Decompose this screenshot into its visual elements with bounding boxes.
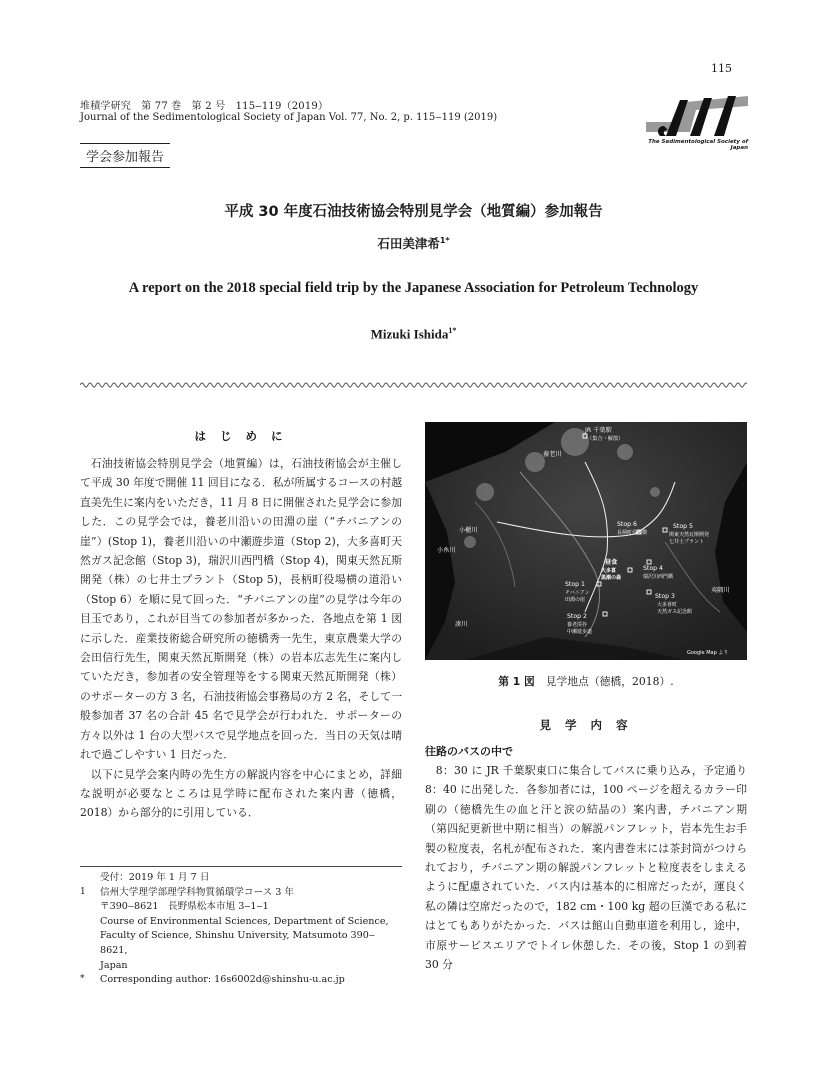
affiliation-en-2: Faculty of Science, Shinshu University, Matsumoto 390‒8621, [100,930,375,956]
logo-caption: The Sedimentological Society of Japan [648,139,748,151]
label-map-credit: Google Map より [687,650,729,656]
journal-citation-jp: 堆積学研究 第 77 巻 第 2 号 115‒119（2019） [80,101,329,112]
label-stop1: Stop 1 [565,581,585,588]
footnote-rule [80,866,402,867]
page-number: 115 [711,62,732,75]
label-yoro-river: 養老川 [543,451,562,458]
figure-caption [425,674,747,689]
received-date: 受付：2019 年 1 月 7 日 [100,872,210,883]
label-stop6-desc: 長柄町役場横 [617,530,648,536]
footnotes [80,871,402,988]
label-isumi-river: 夷隅川 [711,587,730,594]
title-en: A report on the 2018 special field trip by the Japanese Association for Petroleum Technology [128,280,699,296]
corresponding-footnote [80,973,402,988]
corresponding-author: Corresponding author: 16s6002d@shinshu-u.ac.jp [100,974,345,986]
intro-paragraph-1: 石油技術協会特別見学会（地質編）は，石油技術協会が主催して平成 30 年度で開催 11 回目になる．私が所属するコースの村越直美先生に案内をいただき，11 月 8 日に開催された見学会に参加した．この見学会では，養老川沿いの田淵の崖（“チバニアンの崖”）(Stop 1)，養老川沿いの中瀬遊歩道（Stop 2)，大多喜町天然ガス記念館（Stop 3)，瑞沢川西門橋（Stop 4)，関東天然瓦斯開発（株）の七井土プラント（Stop 5)，長柄町役場横の道沿い（Stop 6）を順に見て回った．“チバニアンの崖”の見学は今年の目玉であり，これが目当ての参加者が多かった．各地点を第 1 図に示した．産業技術総合研究所の徳橋秀一先生，東京農業大学の会田信行先生，関東天然瓦斯開発（株）の岩本広志先生に案内していただき，参加者の安全管理等をする関東天然瓦斯開発（株）のサポーターの方 3 名，石油技術協会事務局の方 2 名，そして一般参加者 37 名の合計 45 名で見学会が行われた．サポーターの方々以外は 1 台の大型バスで見学地点を回った．当日の天気は晴れで過ごしやすい 1 日だった． [80,457,402,762]
label-minato-river: 湊川 [455,621,468,628]
label-stop5: Stop 5 [673,523,693,530]
label-stop4: Stop 4 [643,565,663,572]
affiliation-jp: 信州大学理学部理学科物質循環学コース 3 年 [100,886,295,898]
title-jp: 平成 30 年度石油技術協会特別見学会（地質編）参加報告 [224,204,603,220]
section-label: 学会参加報告 [80,143,170,168]
label-stop3: Stop 3 [655,593,675,600]
author-en [0,326,827,342]
label-stop3-desc1: 大多喜町 [657,602,678,608]
label-stop5-desc2: 七井土プラント [669,539,705,545]
label-stop4-desc: 瑞沢川西門橋 [643,574,674,580]
label-station: JR 千葉駅 [585,427,612,434]
affiliation-footnote [80,886,402,901]
author-en-name: Mizuki Ishida [370,326,449,342]
author-jp [0,234,827,252]
affiliation-en-1: Course of Environmental Sciences, Department of Science, [100,915,389,927]
intro-heading: は じ め に [194,429,288,443]
affiliation-address: 〒390‒8621 長野県松本市旭 3‒1‒1 [100,901,269,913]
label-stop2: Stop 2 [567,613,587,620]
trip-subheading: 往路のバスの中で [425,745,513,758]
label-stop1-desc2: 田淵の崖 [565,597,586,603]
label-obitsu-river: 小櫃川 [459,527,478,534]
label-stop6: Stop 6 [617,521,637,528]
field-trip-map [425,422,747,660]
label-stop5-desc1: 関東天然瓦斯開発 [669,532,710,538]
label-koito-river: 小糸川 [437,547,456,554]
figure-caption-text: 見学地点（徳橋，2018）. [545,675,674,688]
label-lunch: 昼食 [605,559,618,566]
author-en-affiliation: 1* [448,326,457,335]
label-station-note: （集合・解散） [587,436,624,442]
intro-section [80,428,402,823]
label-stop2-desc2: 中瀬遊歩道 [567,629,593,635]
label-stop3-desc2: 天然ガス記念館 [657,609,693,615]
trip-heading: 見 学 内 容 [539,718,633,732]
affiliation-en-3: Japan [100,959,128,971]
trip-paragraph-1: 8：30 に JR 千葉駅東口に集合してバスに乗り込み，予定通り 8：40 に出発した．各参加者には，100 ページを超えるカラー印刷の（徳橋先生の血と汗と涙の結晶の）案内書，チバニアン期（第四紀更新世中期に相当）の解説パンフレット，岩本先生お手製の粒度表，名札が配布された．案内書巻末には茶封筒がつけられており，チバニアン期の解説パンフレットと粒度表をしまえるように配慮されていた．バス内は基本的に相席だったが，運良く私の隣は空席だったので，182 cm・100 kg 超の巨漢である私にはとてもありがたかった．バスは館山自動車道を利用し，途中，市原サービスエリアでトイレ休憩した．その後，Stop 1 の到着 30 分 [425,764,747,972]
intro-paragraph-2: 以下に見学会案内時の先生方の解説内容を中心にまとめ，詳細な説明が必要なところは見学時に配布された案内書（徳橋，2018）から部分的に引用している． [80,767,402,820]
label-lunch-desc2: 黒潮の森 [601,575,622,581]
author-jp-name: 石田美津希 [377,236,440,251]
figure-caption-label: 第 1 図 [498,675,535,688]
footnote-mark-1: 1 [80,886,86,897]
author-jp-affiliation: 1* [439,235,450,245]
journal-citation-en: Journal of the Sedimentological Society of Japan Vol. 77, No. 2, p. 115‒119 (2019) [80,112,498,123]
label-stop1-desc1: チバニアン [565,590,590,596]
label-stop2-desc1: 養老渓谷 [567,622,588,628]
footnote-mark-star: * [80,974,85,985]
label-lunch-desc1: 大多喜 [601,568,617,574]
wavy-divider [80,380,747,390]
right-column [425,422,747,974]
